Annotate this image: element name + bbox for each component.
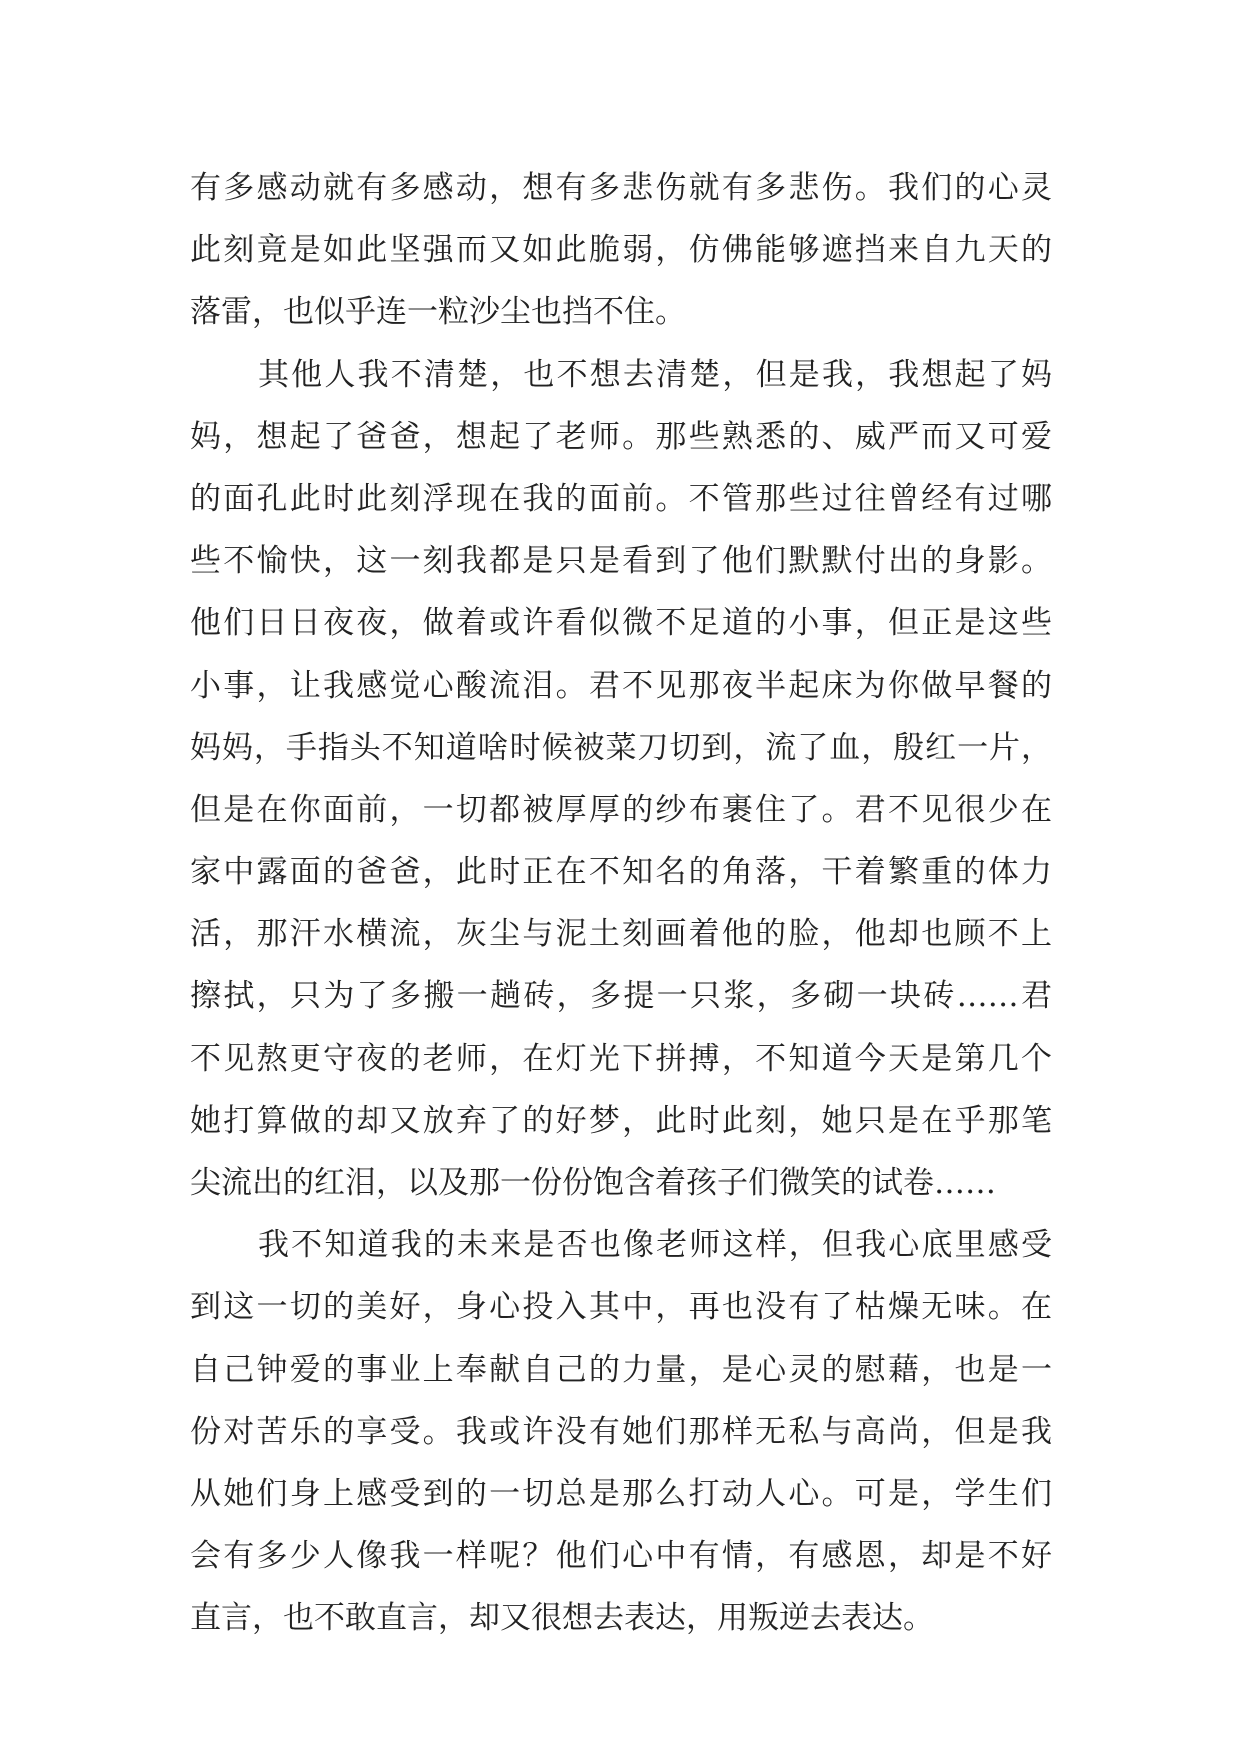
essay-text: [190, 157, 1052, 1650]
text-line: 些不愉快，这一刻我都是只是看到了他们默默付出的身影。: [190, 543, 1052, 580]
text-line: 擦拭，只为了多搬一趟砖，多提一只浆，多砌一块砖……君: [190, 978, 1052, 1015]
paragraph-3: [190, 1214, 1052, 1649]
text-line: 他们日日夜夜，做着或许看似微不足道的小事，但正是这些: [190, 605, 1052, 642]
text-line: 份对苦乐的享受。我或许没有她们那样无私与高尚，但是我: [190, 1413, 1052, 1450]
text-line: 其他人我不清楚，也不想去清楚，但是我，我想起了妈: [258, 356, 1052, 393]
text-line: 不见熬更守夜的老师，在灯光下拼搏，不知道今天是第几个: [190, 1040, 1052, 1077]
text-line: 尖流出的红泪，以及那一份份饱含着孩子们微笑的试卷……: [190, 1165, 996, 1201]
text-line: 此刻竟是如此坚强而又如此脆弱，仿佛能够遮挡来自九天的: [190, 232, 1052, 269]
text-line: 我不知道我的未来是否也像老师这样，但我心底里感受: [258, 1227, 1052, 1264]
paragraph-1: [190, 157, 1052, 344]
text-line: 会有多少人像我一样呢？他们心中有情，有感恩，却是不好: [190, 1538, 1052, 1575]
text-line: 的面孔此时此刻浮现在我的面前。不管那些过往曾经有过哪: [190, 480, 1052, 517]
text-line: 妈妈，手指头不知道啥时候被菜刀切到，流了血，殷红一片，: [190, 729, 1052, 766]
text-line: 她打算做的却又放弃了的好梦，此时此刻，她只是在乎那笔: [190, 1102, 1052, 1139]
text-line: 落雷，也似乎连一粒沙尘也挡不住。: [190, 294, 686, 331]
text-line: 自己钟爱的事业上奉献自己的力量，是心灵的慰藉，也是一: [190, 1351, 1052, 1388]
text-line: 到这一切的美好，身心投入其中，再也没有了枯燥无味。在: [190, 1289, 1052, 1326]
text-line: 家中露面的爸爸，此时正在不知名的角落，干着繁重的体力: [190, 854, 1052, 891]
text-line: 小事，让我感觉心酸流泪。君不见那夜半起床为你做早餐的: [190, 667, 1052, 704]
text-line: 有多感动就有多感动，想有多悲伤就有多悲伤。我们的心灵: [190, 170, 1052, 206]
text-line: 活，那汗水横流，灰尘与泥土刻画着他的脸，他却也顾不上: [190, 916, 1052, 953]
text-line: 从她们身上感受到的一切总是那么打动人心。可是，学生们: [190, 1475, 1052, 1512]
text-line: 直言，也不敢直言，却又很想去表达，用叛逆去表达。: [190, 1600, 934, 1637]
text-line: 妈，想起了爸爸，想起了老师。那些熟悉的、威严而又可爱: [190, 418, 1052, 455]
paragraph-2: [190, 344, 1052, 1215]
text-line: 但是在你面前，一切都被厚厚的纱布裹住了。君不见很少在: [190, 791, 1052, 828]
